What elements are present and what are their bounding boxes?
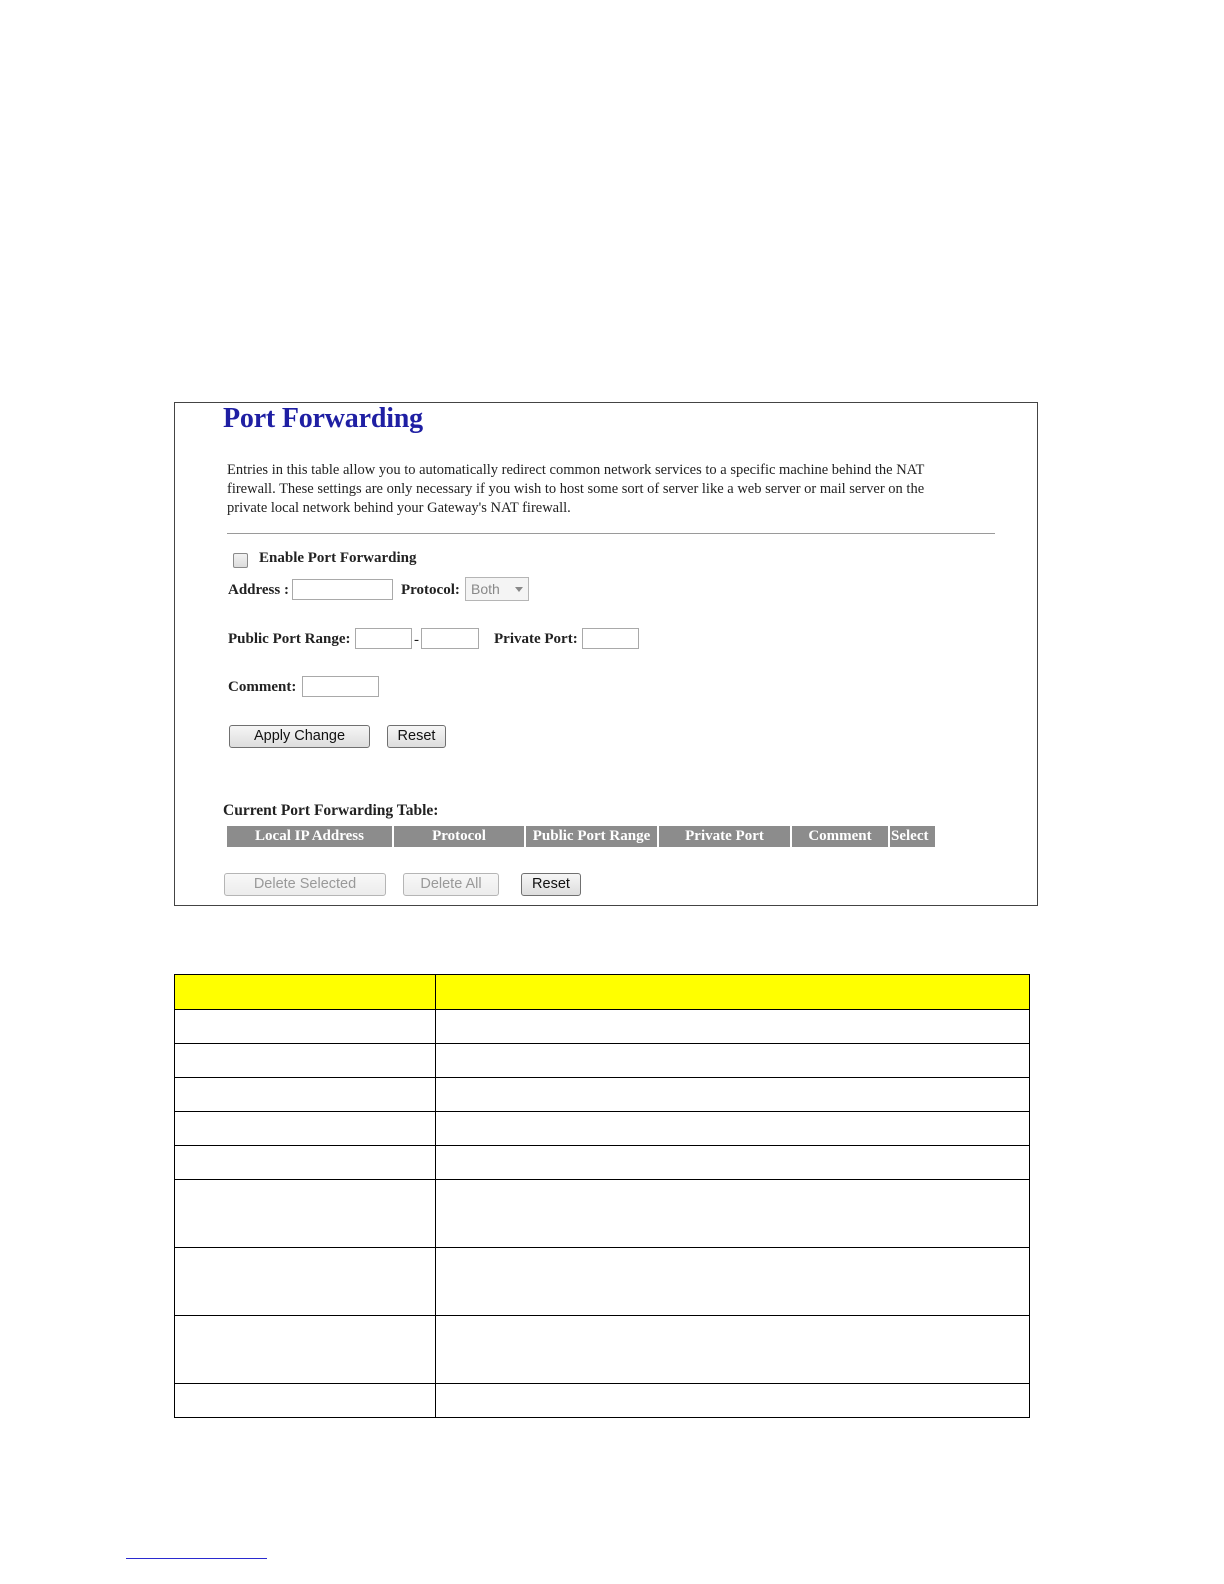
private-port-input[interactable] bbox=[582, 628, 639, 649]
table-cell bbox=[175, 1112, 436, 1146]
page-title: Port Forwarding bbox=[223, 403, 423, 434]
table-row bbox=[175, 1044, 1030, 1078]
table-cell bbox=[436, 1112, 1030, 1146]
delete-all-button[interactable]: Delete All bbox=[403, 873, 499, 896]
divider bbox=[227, 533, 995, 534]
table-cell bbox=[436, 1146, 1030, 1180]
parameter-table bbox=[174, 974, 1030, 1418]
address-label: Address : bbox=[228, 582, 289, 598]
enable-port-forwarding-label: Enable Port Forwarding bbox=[259, 550, 417, 566]
table-row bbox=[175, 1316, 1030, 1384]
table-header-row bbox=[175, 975, 1030, 1010]
reset-button[interactable]: Reset bbox=[387, 725, 446, 748]
table-cell bbox=[175, 1146, 436, 1180]
table-cell bbox=[175, 1044, 436, 1078]
table-row bbox=[175, 1078, 1030, 1112]
table-cell bbox=[436, 1044, 1030, 1078]
current-table-title: Current Port Forwarding Table: bbox=[223, 802, 439, 819]
table-cell bbox=[436, 1078, 1030, 1112]
table-row bbox=[175, 1384, 1030, 1418]
table-cell bbox=[436, 1010, 1030, 1044]
table-row bbox=[175, 1248, 1030, 1316]
table-cell bbox=[175, 1248, 436, 1316]
table-row bbox=[175, 1112, 1030, 1146]
table-header-cell bbox=[175, 975, 436, 1010]
column-header-private-port: Private Port bbox=[659, 826, 790, 847]
port-forwarding-table-header bbox=[227, 826, 937, 847]
apply-change-button[interactable]: Apply Change bbox=[229, 725, 370, 748]
table-cell bbox=[175, 1316, 436, 1384]
enable-port-forwarding-checkbox[interactable] bbox=[233, 553, 248, 568]
table-cell bbox=[175, 1384, 436, 1418]
table-cell bbox=[175, 1078, 436, 1112]
table-row bbox=[175, 1180, 1030, 1248]
chevron-down-icon bbox=[515, 587, 523, 592]
table-cell bbox=[175, 1010, 436, 1044]
delete-selected-button[interactable]: Delete Selected bbox=[224, 873, 386, 896]
table-cell bbox=[175, 1180, 436, 1248]
address-input[interactable] bbox=[292, 579, 393, 600]
page-description: Entries in this table allow you to automatically redirect common network services to a specific machine behind the NAT firewall. These settings are only necessary if you wish to host some sort of server like a web server or mail server on the private local network behind your Gateway's NAT firewall. bbox=[227, 462, 925, 516]
protocol-label: Protocol: bbox=[401, 582, 460, 598]
comment-label: Comment: bbox=[228, 679, 297, 695]
column-header-select: Select bbox=[890, 826, 935, 847]
table-cell bbox=[436, 1316, 1030, 1384]
public-port-from-input[interactable] bbox=[355, 628, 412, 649]
public-port-range-label: Public Port Range: bbox=[228, 631, 351, 647]
column-header-comment: Comment bbox=[792, 826, 888, 847]
table-header-cell bbox=[436, 975, 1030, 1010]
port-forwarding-screenshot bbox=[174, 402, 1038, 906]
table-cell bbox=[436, 1384, 1030, 1418]
table-row bbox=[175, 1146, 1030, 1180]
column-header-public-port-range: Public Port Range bbox=[526, 826, 657, 847]
table-reset-button[interactable]: Reset bbox=[521, 873, 581, 896]
range-separator: - bbox=[414, 632, 419, 648]
table-row bbox=[175, 1010, 1030, 1044]
table-cell bbox=[436, 1248, 1030, 1316]
private-port-label: Private Port: bbox=[494, 631, 578, 647]
protocol-select[interactable] bbox=[465, 577, 529, 601]
column-header-local-ip: Local IP Address bbox=[227, 826, 392, 847]
protocol-selected-value: Both bbox=[471, 581, 500, 597]
table-cell bbox=[436, 1180, 1030, 1248]
public-port-to-input[interactable] bbox=[421, 628, 479, 649]
column-header-protocol: Protocol bbox=[394, 826, 524, 847]
comment-input[interactable] bbox=[302, 676, 379, 697]
footer-link-underline bbox=[126, 1558, 267, 1559]
